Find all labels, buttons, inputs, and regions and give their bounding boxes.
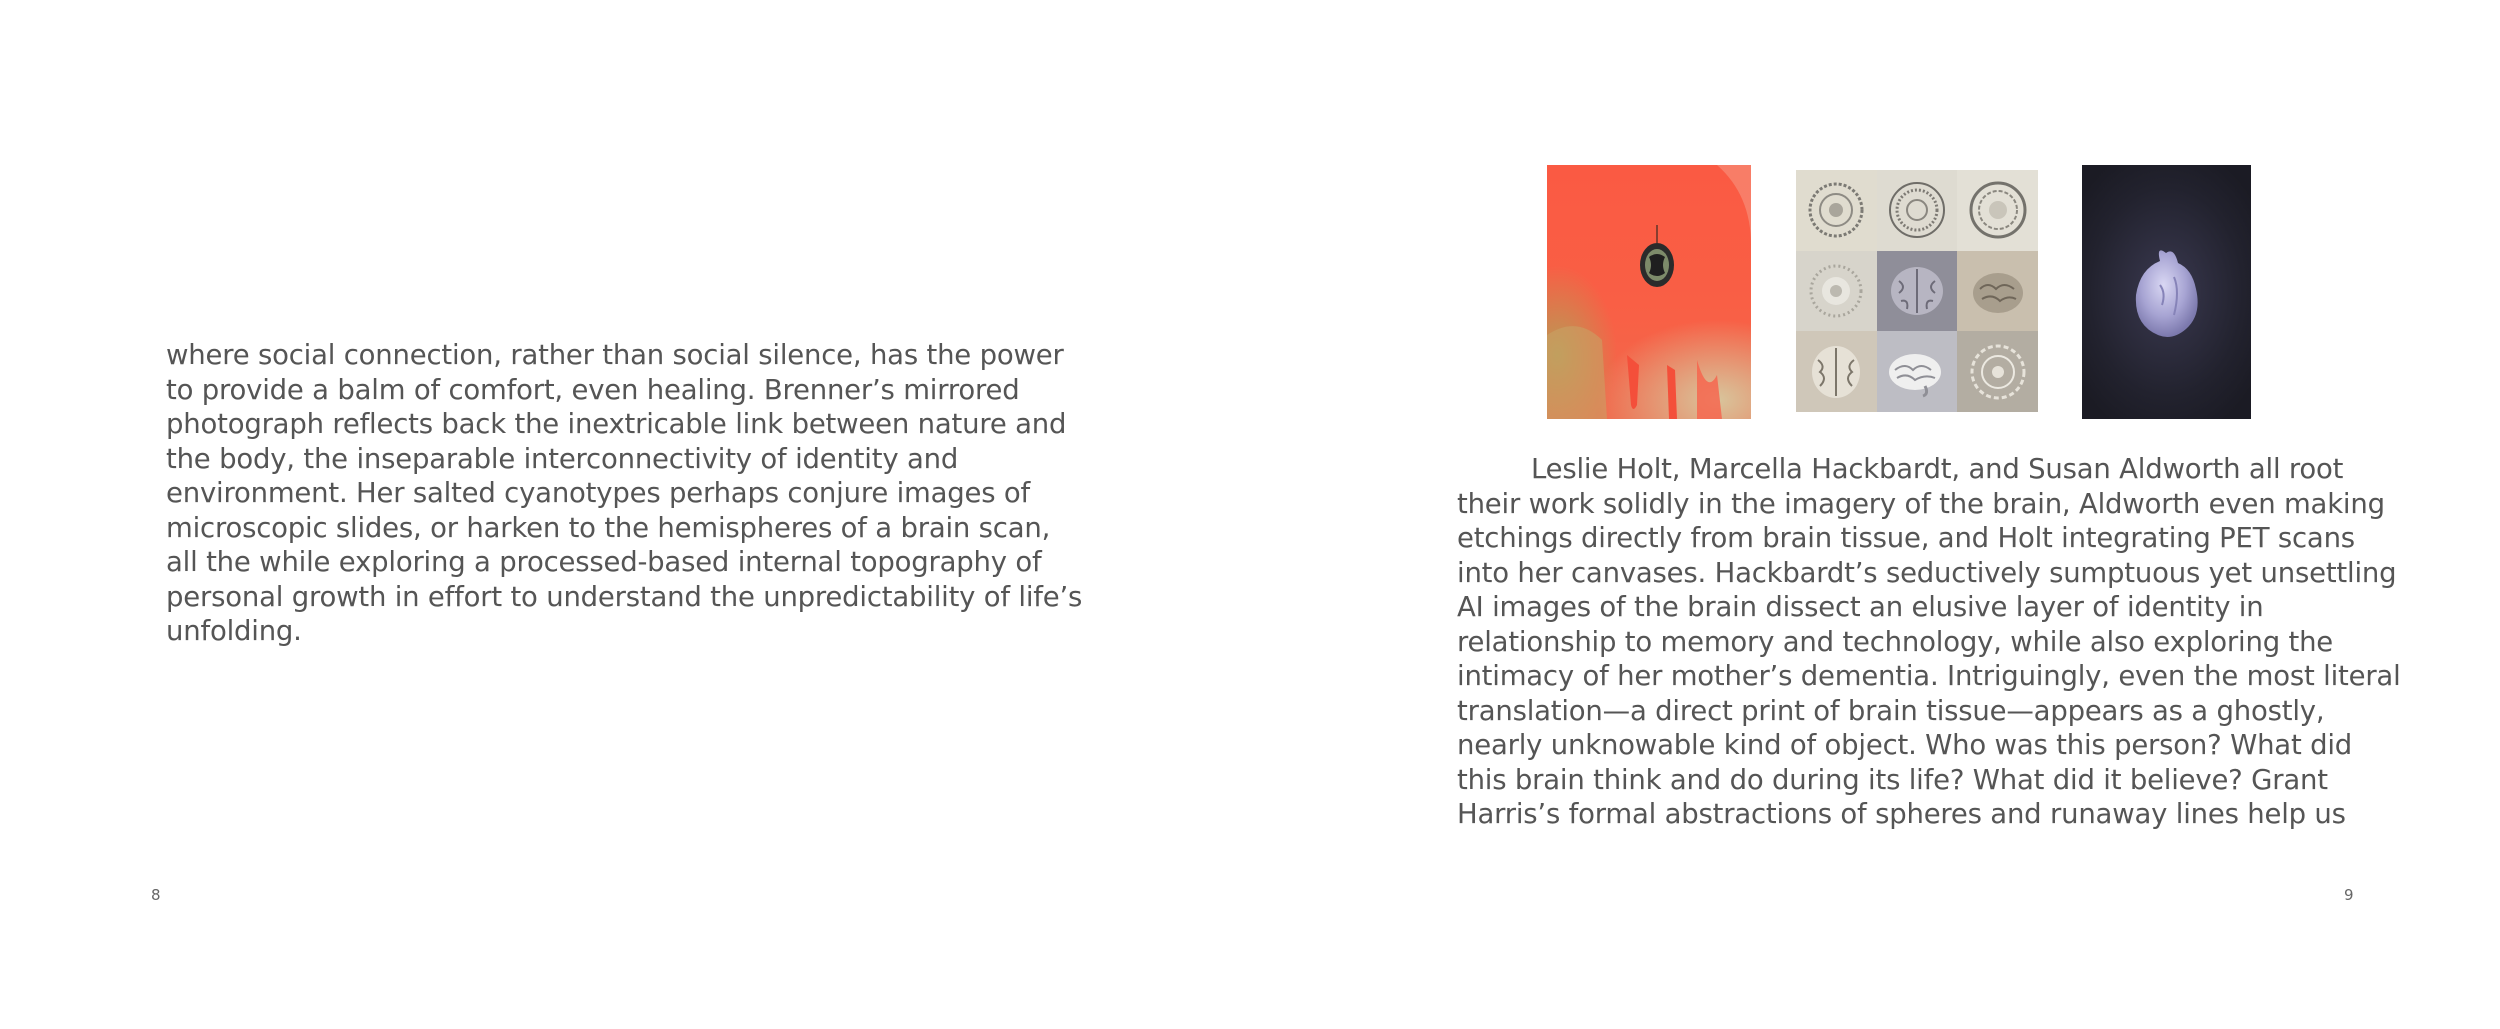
mandala-icon [1957, 331, 2038, 412]
text-line: relationship to memory and technology, while also exploring the [1457, 625, 2334, 658]
page-number: 9 [2344, 886, 2354, 904]
text-line: the body, the inseparable interconnectivity of identity and [166, 442, 959, 475]
text-line: photograph reflects back the inextricable link between nature and [166, 408, 1067, 440]
aldworth-brain-print-image [2082, 165, 2251, 419]
text-line: personal growth in effort to understand the unpredictability of life’s [166, 580, 1083, 613]
text-line: their work solidly in the imagery of the brain, Aldworth even making [1457, 487, 2385, 520]
right-page-paragraph [1457, 452, 2401, 832]
text-line: AI images of the brain dissect an elusive layer of identity in [1457, 591, 2264, 623]
text-line: environment. Her salted cyanotypes perhaps conjure images of [166, 477, 1031, 509]
text-line: nearly unknowable kind of object. Who was this person? What did [1457, 729, 2353, 761]
text-line: this brain think and do during its life? What did it believe? Grant [1457, 763, 2328, 796]
right-page [1250, 0, 2500, 1029]
holt-painting-image [1547, 165, 1751, 419]
text-line: translation—a direct print of brain tissue—appears as a ghostly, [1457, 694, 2325, 727]
brain-print-icon [2082, 165, 2251, 419]
brain-icon [1957, 251, 2038, 332]
text-line: etchings directly from brain tissue, and Holt integrating PET scans [1457, 522, 2355, 554]
text-line: unfolding. [166, 615, 302, 647]
left-page-paragraph [166, 338, 1083, 649]
mandala-icon [1796, 251, 1877, 332]
text-line-content: Leslie Holt, Marcella Hackbardt, and Susan Aldworth all root [1531, 453, 2344, 485]
mandala-icon [1877, 170, 1958, 251]
text-line: to provide a balm of comfort, even healing. Brenner’s mirrored [166, 373, 1020, 406]
text-line: intimacy of her mother’s dementia. Intriguingly, even the most literal [1457, 660, 2401, 692]
hackbardt-brain-grid-image [1796, 170, 2038, 412]
page-number: 8 [151, 886, 161, 904]
mandala-icon [1957, 170, 2038, 251]
text-line: all the while exploring a processed-based internal topography of [166, 546, 1042, 578]
brain-icon [1877, 331, 1958, 412]
text-line: microscopic slides, or harken to the hemispheres of a brain scan, [166, 511, 1051, 544]
mandala-icon [1796, 170, 1877, 251]
text-line: Harris’s formal abstractions of spheres and runaway lines help us [1457, 798, 2346, 830]
holt-painting-icon [1547, 165, 1751, 419]
brain-icon [1796, 331, 1877, 412]
text-line: where social connection, rather than social silence, has the power [166, 339, 1064, 371]
text-line: into her canvases. Hackbardt’s seductively sumptuous yet unsettling [1457, 556, 2397, 589]
brain-icon [1877, 251, 1958, 332]
text-line [1457, 452, 2357, 487]
